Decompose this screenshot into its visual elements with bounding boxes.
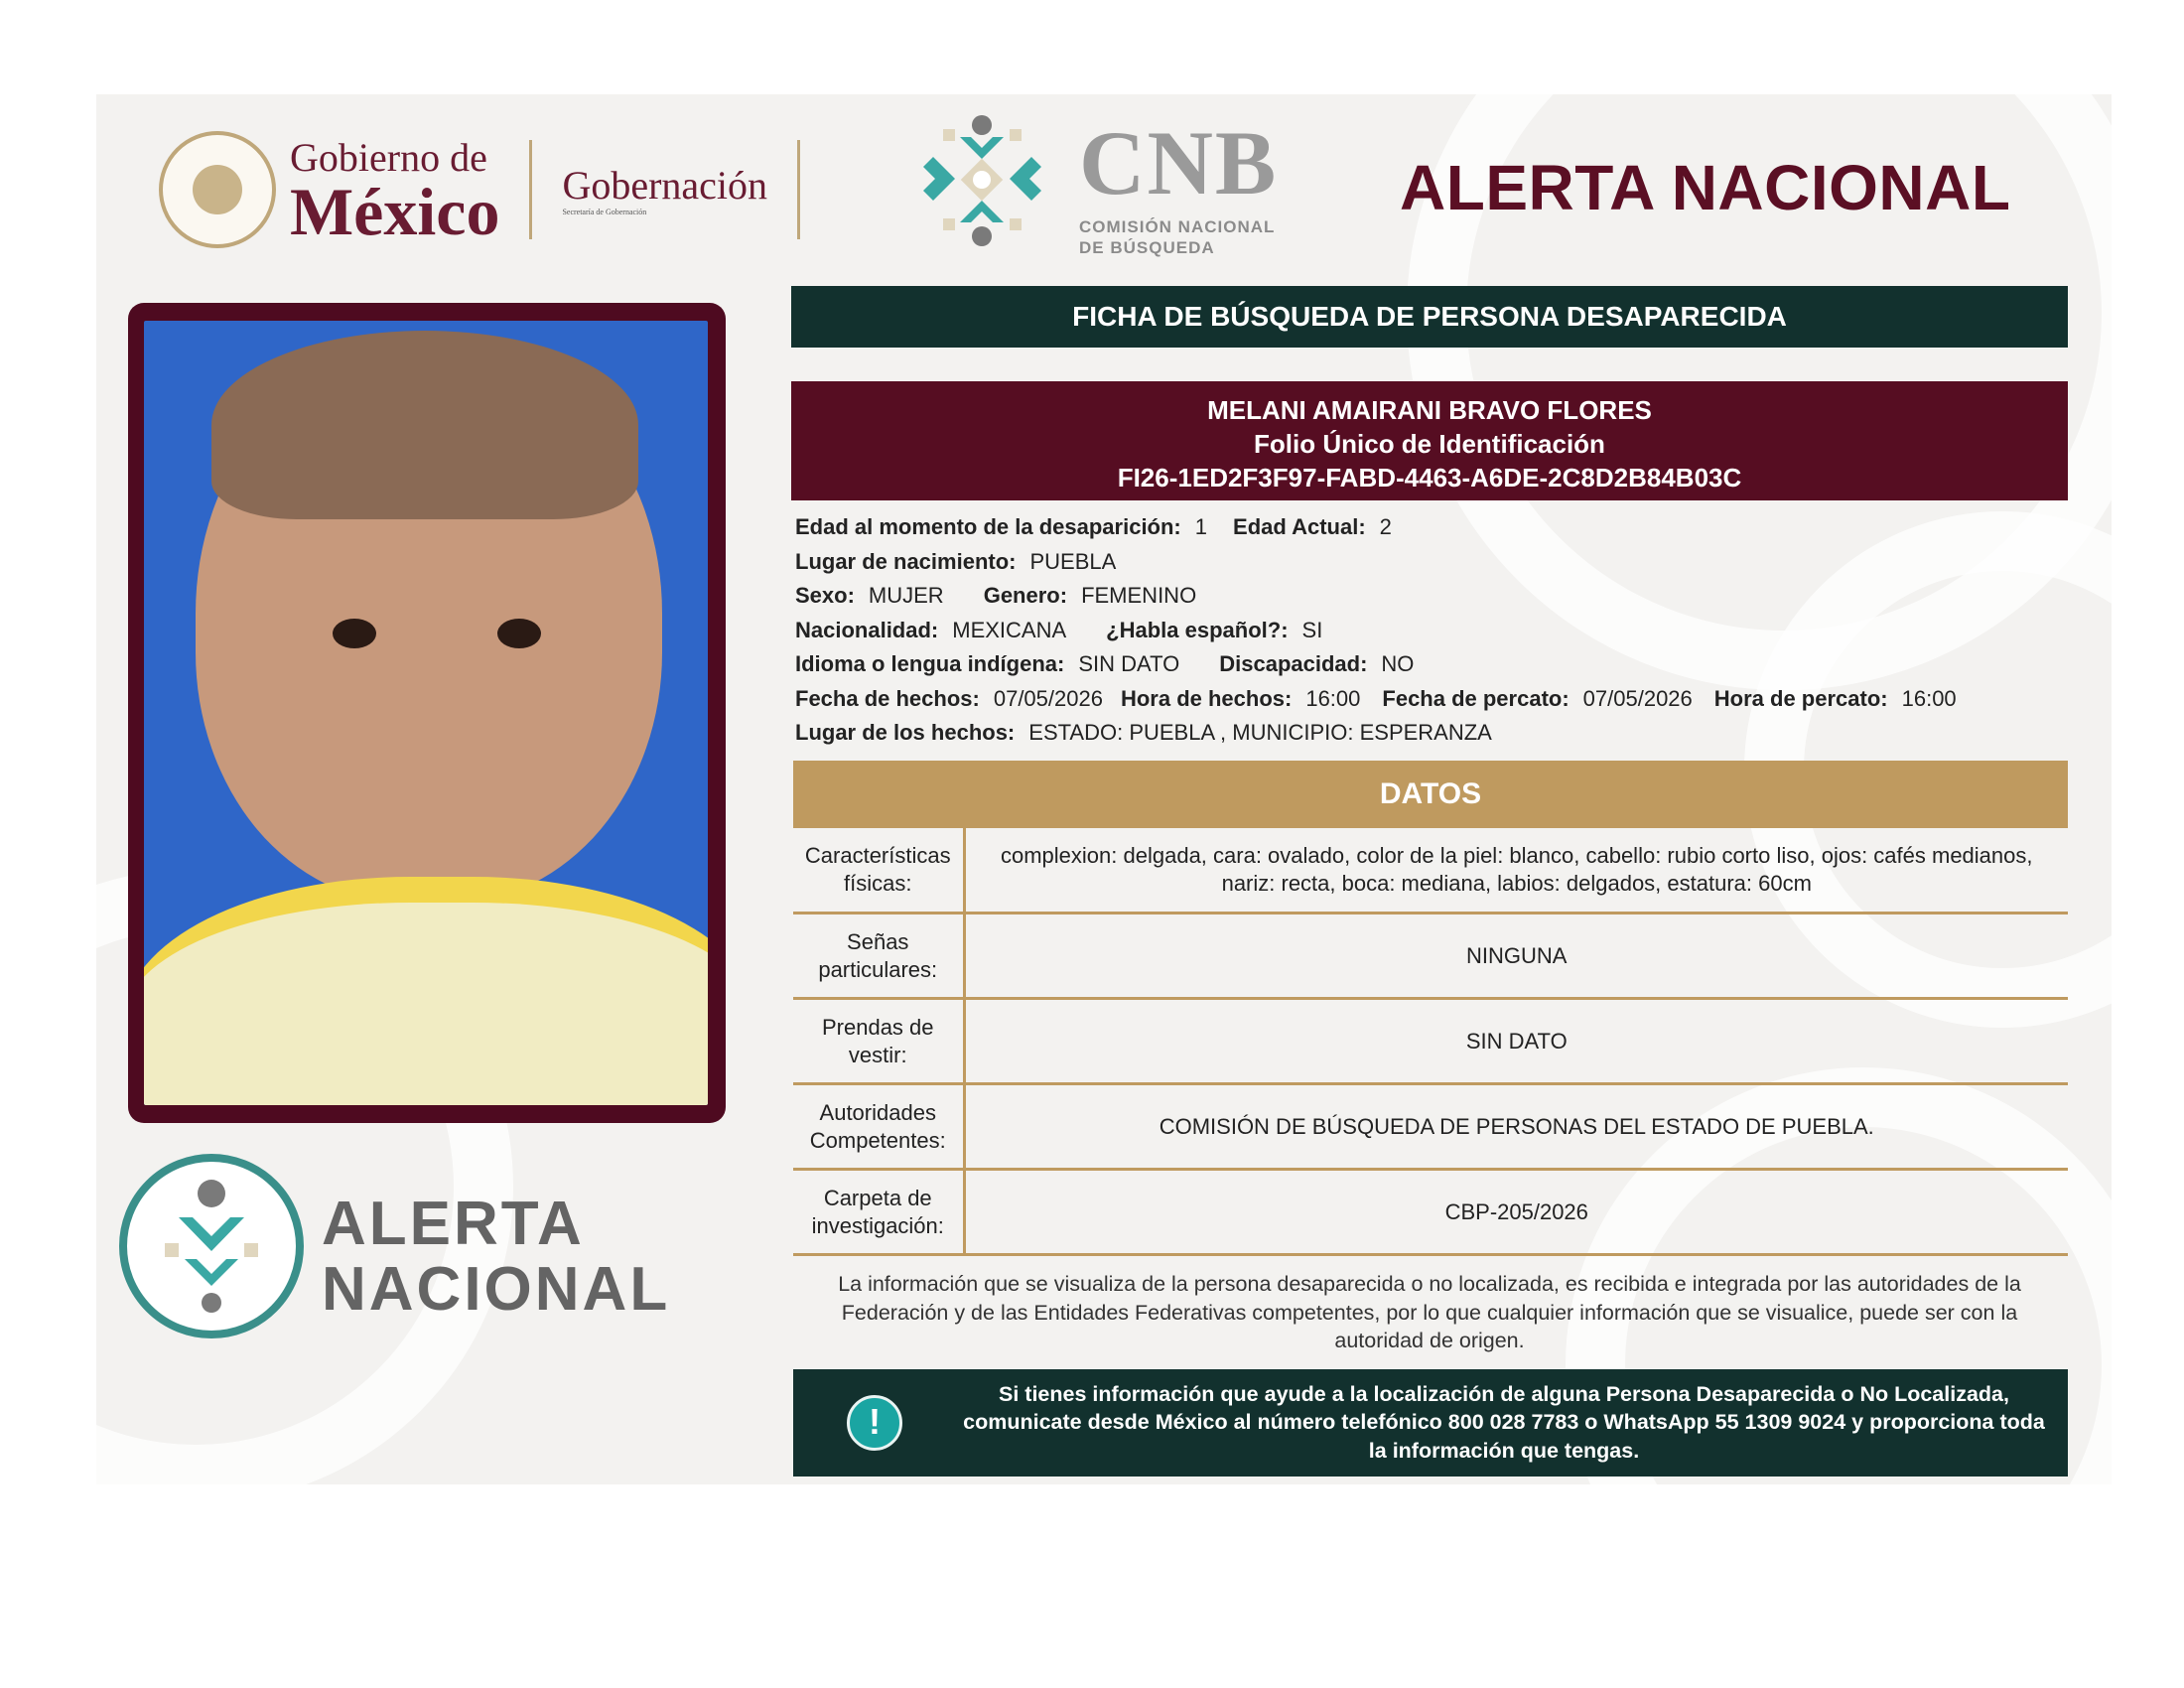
alerta-nacional-title: ALERTA NACIONAL [1400, 152, 2011, 223]
cnb-emblem-icon [905, 107, 1059, 261]
gobierno-line1: Gobierno de [290, 135, 487, 180]
fecha-percato-label: Fecha de percato: [1382, 685, 1570, 711]
table-row [793, 828, 2068, 914]
alerta-nacional-logo-icon [119, 1154, 304, 1338]
logo-line2: NACIONAL [322, 1255, 671, 1324]
sexo-label: Sexo: [795, 583, 855, 608]
genero-value: FEMENINO [1081, 583, 1197, 608]
disclaimer-text: La información que se visualiza de la persona desaparecida o no localizada, es recibida e integrada por las autoridades de la Federación y de las Entidades Federativas competentes, por lo que cualquier información que se visualice, puede ser con la autoridad de origen. [838, 1272, 2021, 1352]
row-label: Señas particulares: [793, 914, 964, 999]
fecha-hechos-value: 07/05/2026 [993, 685, 1103, 711]
logo-line1: ALERTA [322, 1190, 585, 1258]
habla-value: SI [1301, 617, 1323, 642]
folio-value: FI26-1ED2F3F97-FABD-4463-A6DE-2C8D2B84B03C [1117, 463, 1742, 492]
ficha-panel [791, 286, 2068, 1477]
nacionalidad-value: MEXICANA [952, 617, 1067, 642]
edad-desap-label: Edad al momento de la desaparición: [795, 514, 1181, 539]
row-value: SIN DATO [964, 999, 2068, 1084]
photo-frame [128, 303, 726, 1123]
gobernacion-sub: Secretaría de Gobernación [562, 207, 647, 216]
table-row [793, 1170, 2068, 1255]
discapacidad-value: NO [1381, 651, 1415, 676]
row-value: CBP-205/2026 [964, 1170, 2068, 1255]
edad-actual-label: Edad Actual: [1233, 514, 1366, 539]
contact-text: Si tienes información que ayude a la localización de alguna Persona Desaparecida o No Localizada, comunicate desde México al número telefónico 800 028 7783 o WhatsApp 55 1309 9024 y proporciona toda la información que tengas. [963, 1381, 2045, 1463]
sexo-value: MUJER [868, 583, 944, 608]
info-list [791, 510, 2068, 751]
person-name: MELANI AMAIRANI BRAVO FLORES [1207, 395, 1652, 425]
edad-desap-value: 1 [1194, 514, 1208, 539]
hora-hechos-label: Hora de hechos: [1120, 685, 1293, 711]
row-label: Prendas de vestir: [793, 999, 964, 1084]
row-value: NINGUNA [964, 914, 2068, 999]
habla-label: ¿Habla español?: [1106, 617, 1289, 642]
nacionalidad-label: Nacionalidad: [795, 617, 939, 642]
discapacidad-label: Discapacidad: [1219, 651, 1368, 676]
lugar-hechos-value: ESTADO: PUEBLA , MUNICIPIO: ESPERANZA [1028, 720, 1492, 745]
hora-hechos-value: 16:00 [1305, 685, 1361, 711]
datos-header: DATOS [793, 761, 2068, 828]
datos-table [793, 828, 2068, 1257]
gobernacion-label: Gobernación [562, 162, 768, 208]
fecha-percato-value: 07/05/2026 [1582, 685, 1693, 711]
genero-label: Genero: [983, 583, 1068, 608]
edad-actual-value: 2 [1379, 514, 1392, 539]
row-value: complexion: delgada, cara: ovalado, color de la piel: blanco, cabello: rubio corto liso, ojos: cafés medianos, nariz: recta, boca: mediana, labios: delgados, estatura: 60cm [964, 828, 2068, 914]
cnb-subtitle-2: DE BÚSQUEDA [1079, 238, 1215, 257]
idioma-value: SIN DATO [1078, 651, 1180, 676]
row-label: Autoridades Competentes: [793, 1084, 964, 1170]
ficha-title: FICHA DE BÚSQUEDA DE PERSONA DESAPARECIDA [791, 286, 2068, 348]
table-row [793, 914, 2068, 999]
table-row [793, 1084, 2068, 1170]
folio-label: Folio Único de Identificación [1254, 429, 1605, 459]
identity-block [791, 381, 2068, 500]
lugar-hechos-label: Lugar de los hechos: [795, 720, 1016, 745]
divider [529, 140, 532, 239]
table-row [793, 999, 2068, 1084]
mexico-seal-icon [159, 131, 276, 248]
cnb-logo [1079, 112, 1279, 258]
cnb-subtitle-1: COMISIÓN NACIONAL [1079, 217, 1276, 236]
alerta-nacional-logo-text [322, 1192, 670, 1323]
cnb-acronym: CNB [1079, 112, 1279, 213]
row-label: Carpeta de investigación: [793, 1170, 964, 1255]
gobierno-line2: México [290, 174, 500, 249]
contact-banner [793, 1369, 2068, 1477]
lugar-nac-label: Lugar de nacimiento: [795, 548, 1017, 574]
fecha-hechos-label: Fecha de hechos: [795, 685, 980, 711]
exclamation-icon: ! [847, 1395, 902, 1451]
person-photo [144, 321, 708, 1105]
hora-percato-label: Hora de percato: [1713, 685, 1888, 711]
hora-percato-value: 16:00 [1901, 685, 1957, 711]
row-value: COMISIÓN DE BÚSQUEDA DE PERSONAS DEL ESTADO DE PUEBLA. [964, 1084, 2068, 1170]
idioma-label: Idioma o lengua indígena: [795, 651, 1065, 676]
row-label: Características físicas: [793, 828, 964, 914]
lugar-nac-value: PUEBLA [1029, 548, 1117, 574]
divider [797, 140, 800, 239]
gobierno-logo [159, 131, 830, 248]
